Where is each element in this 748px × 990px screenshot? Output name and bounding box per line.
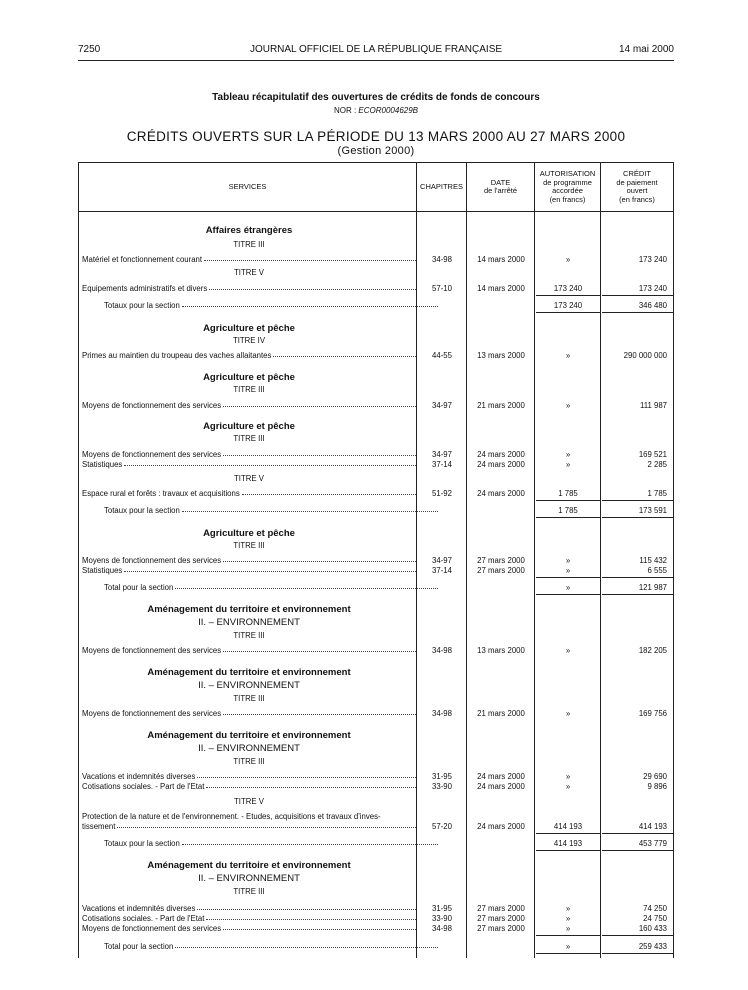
credit-cell: 1 785	[647, 489, 667, 498]
chapitre-cell: 34-97	[432, 450, 452, 459]
autorisation-cell: »	[565, 924, 571, 933]
titre-heading: TITRE III	[233, 694, 265, 703]
date-cell: 24 mars 2000	[477, 772, 525, 781]
nor-code: ECOR0004629B	[358, 106, 419, 115]
autorisation-cell: »	[565, 401, 571, 410]
column-rule	[602, 312, 673, 313]
credit-cell: 259 433	[638, 942, 667, 951]
autorisation-cell: »	[565, 460, 571, 469]
column-rule	[602, 295, 673, 296]
date-cell: 24 mars 2000	[477, 460, 525, 469]
credit-cell: 6 555	[647, 566, 667, 575]
leader-dots	[223, 450, 416, 456]
section-title: Aménagement du territoire et environnement	[147, 667, 351, 678]
row-label-text: Cotisations sociales. - Part de l'Etat	[82, 782, 205, 791]
leader-dots	[206, 914, 416, 920]
titre-heading: TITRE III	[233, 434, 265, 443]
credit-cell: 182 205	[638, 646, 667, 655]
row-label	[82, 351, 416, 360]
section-title: Agriculture et pêche	[203, 528, 295, 539]
date-cell: 24 mars 2000	[477, 782, 525, 791]
chapitre-cell: 34-98	[432, 255, 452, 264]
credit-cell: 346 480	[638, 301, 667, 310]
row-label	[82, 822, 416, 831]
chapitre-cell: 34-98	[432, 924, 452, 933]
column-rule	[536, 850, 600, 851]
issue-date: 14 mai 2000	[618, 44, 674, 55]
autorisation-cell: 1 785	[558, 489, 578, 498]
chapitre-cell: 57-20	[432, 822, 452, 831]
row-label-text: Moyens de fonctionnement des services	[82, 401, 222, 410]
row-label-text: tissement	[82, 822, 116, 831]
row-label-text: Equipements administratifs et divers	[82, 284, 208, 293]
credit-cell: 453 779	[638, 839, 667, 848]
column-header-credit: CRÉDIT de paiement ouvert (en francs)	[616, 169, 658, 204]
section-subtitle: II. – ENVIRONNEMENT	[198, 617, 300, 628]
autorisation-cell: 414 193	[553, 822, 583, 831]
credit-cell: 414 193	[638, 822, 667, 831]
row-label-text: Cotisations sociales. - Part de l'Etat	[82, 914, 205, 923]
row-label	[82, 506, 438, 515]
row-label-text: Statistiques	[82, 460, 123, 469]
row-label	[82, 255, 416, 264]
section-title: Aménagement du territoire et environnement	[147, 604, 351, 615]
date-cell: 21 mars 2000	[477, 709, 525, 718]
leader-dots	[223, 646, 416, 652]
row-label-text: Moyens de fonctionnement des services	[82, 450, 222, 459]
column-rule	[536, 833, 600, 834]
row-label-text: Vacations et indemnités diverses	[82, 772, 196, 781]
row-label-text: Primes au maintien du troupeau des vaches allaitantes	[82, 351, 272, 360]
journal-title: JOURNAL OFFICIEL DE LA RÉPUBLIQUE FRANÇAISE	[249, 44, 503, 55]
row-label-line: Protection de la nature et de l'environnement. - Etudes, acquisitions et travaux d'inves-	[82, 812, 381, 821]
leader-dots	[182, 839, 438, 845]
chapitre-cell: 34-98	[432, 646, 452, 655]
credit-cell: 169 521	[638, 450, 667, 459]
date-cell: 27 mars 2000	[477, 914, 525, 923]
section-title: Aménagement du territoire et environnement	[147, 860, 351, 871]
row-label-text: Moyens de fonctionnement des services	[82, 646, 222, 655]
credit-cell: 173 591	[638, 506, 667, 515]
credit-cell: 111 987	[639, 401, 667, 410]
section-subtitle: II. – ENVIRONNEMENT	[198, 873, 300, 884]
chapitre-cell: 34-98	[432, 709, 452, 718]
titre-heading: TITRE V	[234, 797, 264, 806]
titre-heading: TITRE III	[233, 541, 265, 550]
row-label-text: Total pour la section	[104, 942, 174, 951]
chapitre-cell: 31-95	[432, 904, 452, 913]
credit-cell: 24 750	[643, 914, 667, 923]
date-cell: 13 mars 2000	[477, 351, 525, 360]
autorisation-cell: »	[565, 583, 571, 592]
leader-dots	[242, 489, 416, 495]
page-number: 7250	[78, 44, 101, 55]
row-label-text: Totaux pour la section	[104, 839, 180, 848]
row-label	[82, 401, 416, 410]
column-header-date: DATE de l'arrêté	[483, 177, 518, 195]
credit-cell: 74 250	[643, 904, 667, 913]
row-label-text: Statistiques	[82, 566, 123, 575]
leader-dots	[209, 284, 416, 290]
table-body	[79, 163, 673, 958]
section-title: Aménagement du territoire et environnement	[147, 730, 351, 741]
nor-label: NOR :	[333, 106, 359, 115]
document-subheading: (Gestion 2000)	[337, 145, 415, 157]
leader-dots	[124, 460, 416, 466]
chapitre-cell: 44-55	[432, 351, 452, 360]
row-label	[82, 556, 416, 565]
column-rule	[602, 850, 673, 851]
section-title: Agriculture et pêche	[203, 372, 295, 383]
row-label-text: Moyens de fonctionnement des services	[82, 556, 222, 565]
column-rule	[536, 935, 600, 936]
nor-reference	[78, 106, 674, 115]
row-label	[82, 924, 416, 933]
autorisation-cell: »	[565, 351, 571, 360]
column-rule	[536, 312, 600, 313]
autorisation-cell: 173 240	[553, 301, 583, 310]
column-rule	[536, 594, 600, 595]
credit-cell: 169 756	[638, 709, 667, 718]
column-rule	[536, 517, 600, 518]
autorisation-cell: 414 193	[553, 839, 583, 848]
section-title: Affaires étrangères	[205, 225, 293, 236]
titre-heading: TITRE V	[234, 474, 264, 483]
titre-heading: TITRE III	[233, 240, 265, 249]
column-rule	[536, 295, 600, 296]
chapitre-cell: 37-14	[432, 566, 452, 575]
row-label	[82, 460, 416, 469]
credit-cell: 115 432	[639, 556, 667, 565]
row-label-text: Moyens de fonctionnement des services	[82, 709, 222, 718]
leader-dots	[223, 556, 416, 562]
leader-dots	[124, 566, 416, 572]
leader-dots	[223, 709, 416, 715]
row-label	[82, 284, 416, 293]
section-subtitle: II. – ENVIRONNEMENT	[198, 680, 300, 691]
row-label	[82, 709, 416, 718]
row-label	[82, 772, 416, 781]
credit-cell: 2 285	[647, 460, 667, 469]
column-rule	[602, 577, 673, 578]
chapitre-cell: 33-90	[432, 914, 452, 923]
row-label	[82, 782, 416, 791]
chapitre-cell: 33-90	[432, 782, 452, 791]
row-label-text: Vacations et indemnités diverses	[82, 904, 196, 913]
leader-dots	[223, 924, 416, 930]
leader-dots	[182, 301, 438, 307]
titre-heading: TITRE III	[233, 385, 265, 394]
autorisation-cell: 1 785	[558, 506, 578, 515]
chapitre-cell: 37-14	[432, 460, 452, 469]
section-title: Agriculture et pêche	[203, 421, 295, 432]
autorisation-cell: »	[565, 556, 571, 565]
column-rule	[602, 594, 673, 595]
row-label-text: Espace rural et forêts : travaux et acquisitions	[82, 489, 240, 498]
column-rule	[536, 577, 600, 578]
chapitre-cell: 31-95	[432, 772, 452, 781]
row-label	[82, 566, 416, 575]
section-title: Agriculture et pêche	[203, 323, 295, 334]
leader-dots	[175, 942, 438, 948]
row-label-text: Moyens de fonctionnement des services	[82, 924, 222, 933]
credit-cell: 9 896	[647, 782, 667, 791]
date-cell: 24 mars 2000	[477, 489, 525, 498]
autorisation-cell: »	[565, 255, 571, 264]
titre-heading: TITRE IV	[232, 336, 266, 345]
column-rule	[602, 953, 673, 954]
column-rule	[602, 500, 673, 501]
credit-cell: 290 000 000	[623, 351, 667, 360]
chapitre-cell: 57-10	[432, 284, 452, 293]
column-header-services: SERVICES	[228, 181, 267, 191]
autorisation-cell: »	[565, 709, 571, 718]
document-title: Tableau récapitulatif des ouvertures de crédits de fonds de concours	[212, 92, 540, 103]
date-cell: 27 mars 2000	[477, 904, 525, 913]
chapitre-cell: 34-97	[432, 401, 452, 410]
header-rule	[78, 60, 674, 61]
row-label	[82, 450, 416, 459]
chapitre-cell: 51-92	[432, 489, 452, 498]
column-rule	[602, 833, 673, 834]
credit-cell: 121 987	[638, 583, 667, 592]
row-label-text: Totaux pour la section	[104, 506, 180, 515]
section-subtitle: II. – ENVIRONNEMENT	[198, 743, 300, 754]
date-cell: 27 mars 2000	[477, 566, 525, 575]
date-cell: 13 mars 2000	[477, 646, 525, 655]
autorisation-cell: »	[565, 904, 571, 913]
autorisation-cell: »	[565, 914, 571, 923]
autorisation-cell: »	[565, 566, 571, 575]
column-rule	[536, 953, 600, 954]
leader-dots	[182, 506, 438, 512]
row-label	[82, 583, 438, 592]
row-label	[82, 301, 438, 310]
leader-dots	[204, 255, 416, 261]
row-label	[82, 489, 416, 498]
row-label	[82, 904, 416, 913]
page-header	[78, 44, 674, 58]
leader-dots	[175, 583, 438, 589]
document-heading: CRÉDITS OUVERTS SUR LA PÉRIODE DU 13 MARS 2000 AU 27 MARS 2000	[126, 129, 626, 144]
date-cell: 14 mars 2000	[477, 255, 525, 264]
autorisation-cell: »	[565, 782, 571, 791]
row-label	[82, 942, 438, 951]
leader-dots	[273, 351, 416, 357]
autorisation-cell: 173 240	[553, 284, 583, 293]
credit-cell: 160 433	[638, 924, 667, 933]
leader-dots	[117, 822, 416, 828]
leader-dots	[206, 782, 416, 788]
column-rule	[602, 517, 673, 518]
row-label	[82, 839, 438, 848]
leader-dots	[197, 904, 416, 910]
row-label	[82, 646, 416, 655]
date-cell: 27 mars 2000	[477, 924, 525, 933]
date-cell: 14 mars 2000	[477, 284, 525, 293]
column-rule	[536, 500, 600, 501]
chapitre-cell: 34-97	[432, 556, 452, 565]
autorisation-cell: »	[565, 450, 571, 459]
titre-heading: TITRE III	[233, 757, 265, 766]
titre-heading: TITRE V	[234, 268, 264, 277]
leader-dots	[223, 401, 416, 407]
credits-table	[78, 162, 674, 958]
autorisation-cell: »	[565, 942, 571, 951]
date-cell: 24 mars 2000	[477, 450, 525, 459]
autorisation-cell: »	[565, 772, 571, 781]
credit-cell: 29 690	[643, 772, 667, 781]
titre-heading: TITRE III	[233, 631, 265, 640]
credit-cell: 173 240	[638, 284, 667, 293]
leader-dots	[197, 772, 416, 778]
row-label-text: Total pour la section	[104, 583, 174, 592]
column-header-chapitres: CHAPITRES	[420, 181, 463, 191]
row-label-text: Totaux pour la section	[104, 301, 180, 310]
date-cell: 27 mars 2000	[477, 556, 525, 565]
credit-cell: 173 240	[638, 255, 667, 264]
date-cell: 24 mars 2000	[477, 822, 525, 831]
column-header-autorisation: AUTORISATION de programme accordée (en francs)	[539, 169, 596, 204]
row-label-text: Matériel et fonctionnement courant	[82, 255, 203, 264]
autorisation-cell: »	[565, 646, 571, 655]
titre-heading: TITRE III	[233, 887, 265, 896]
column-rule	[602, 935, 673, 936]
date-cell: 21 mars 2000	[477, 401, 525, 410]
row-label	[82, 914, 416, 923]
